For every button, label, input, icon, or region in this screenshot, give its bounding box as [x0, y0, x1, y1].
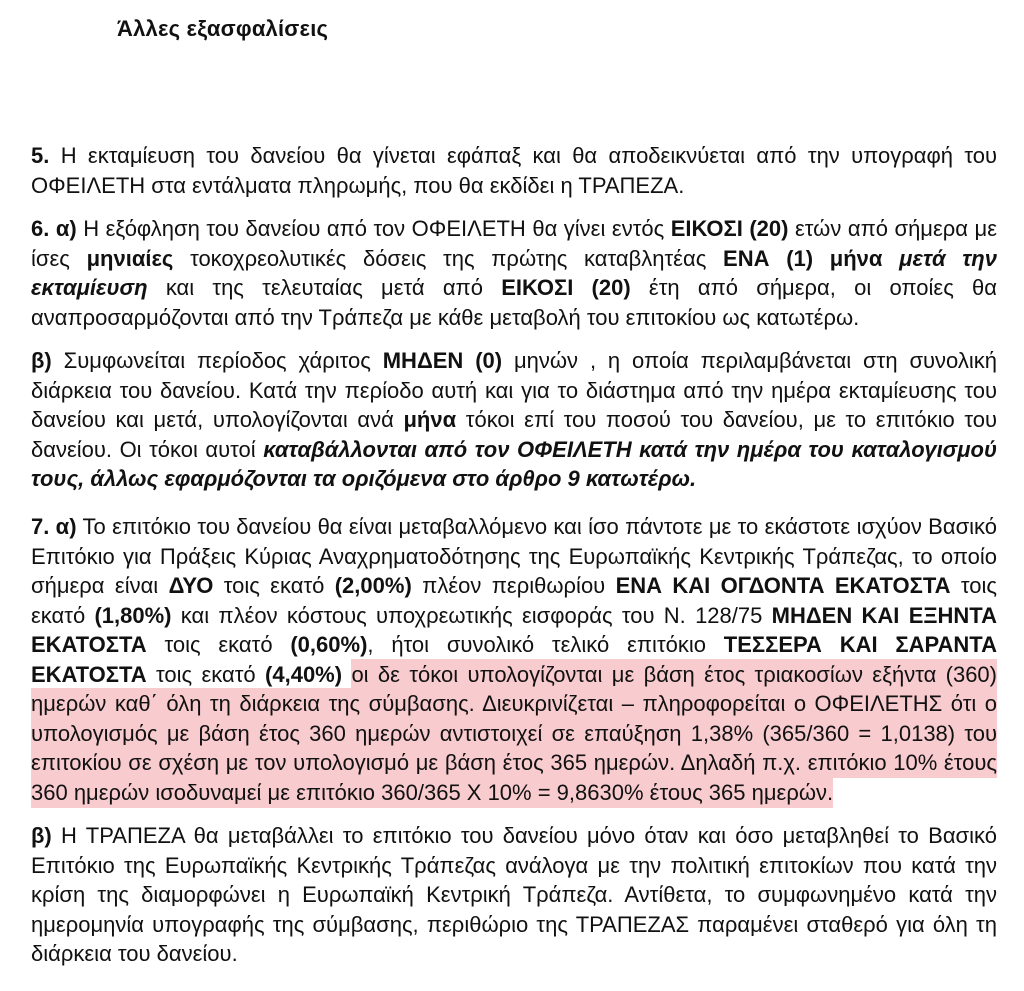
- clause-7a-bold: (4,40%): [265, 661, 343, 687]
- clause-6a-bold: ΕΝΑ (1) μήνα: [723, 245, 883, 271]
- clause-6a-number: 6. α): [31, 216, 77, 241]
- clause-5-number: 5.: [31, 143, 50, 168]
- clause-6a-bold-italic: μετά την εκταμίευση: [31, 245, 997, 300]
- clause-7a-bold: ΤΕΣΣΕΡΑ ΚΑΙ ΣΑΡΑΝΤΑ ΕΚΑΤΟΣΤΑ: [31, 632, 997, 687]
- clause-7b-text: Η ΤΡΑΠΕΖΑ θα μεταβάλλει το επιτόκιο του δανείου μόνο όταν και όσο μεταβληθεί το Βασικό Επιτόκιο της Ευρωπαϊκής Κεντρικής Τράπεζας ανάλογα με την πολιτική επιτοκίων που κατά την κρίση της διαμορφώνει η Ευρωπαϊκή Κεντρική Τράπεζα. Αντίθετα, το συμφωνημένο κατά την ημερομηνία υπογραφής της σύμβασης, περιθώριο της ΤΡΑΠΕΖΑΣ παραμένει σταθερό για όλη τη διάρκεια του δανείου.: [31, 823, 997, 966]
- clause-6a: [31, 214, 997, 332]
- clause-7a-text: Το επιτόκιο του δανείου θα είναι μεταβαλλόμενο και ίσο πάντοτε με το εκάστοτε ισχύον Βασικό Επιτόκιο για Πράξεις Κύριας Αναχρηματοδότησης της Ευρωπαϊκής Κεντρικής Τράπεζας, το οποίο σήμερα είναι: [31, 514, 998, 598]
- clause-7a-bold: ΜΗΔΕΝ ΚΑΙ ΕΞΗΝΤΑ ΕΚΑΤΟΣΤΑ: [31, 602, 997, 657]
- highlighted-interest-note: οι δε τόκοι υπολογίζονται με βάση έτος τριακοσίων εξήντα (360) ημερών καθ΄ όλη τη διάρκεια της σύμβασης. Διευκρινίζεται – πληροφορείται ο ΟΦΕΙΛΕΤΗΣ ότι ο υπολογισμός με βάση έτος 360 ημερών αντιστοιχεί σε επαύξηση 1,38% (365/360 = 1,0138) του επιτοκίου σε σχέση με τον υπολογισμό με βάση έτος 365 ημερών. Δηλαδή π.χ. επιτόκιο 10% έτους 360 ημερών ισοδυναμεί με επιτόκιο 360/365 Χ 10% = 9,8630% έτους 365 ημερών.: [31, 659, 997, 808]
- clause-6b-bold: ΜΗΔΕΝ (0): [382, 348, 503, 373]
- clause-6a-text: Η εξόφληση του δανείου από τον ΟΦΕΙΛΕΤΗ θα γίνει εντός: [76, 216, 671, 241]
- clause-6a-text: [882, 246, 899, 271]
- clause-7a-bold: (0,60%): [290, 632, 368, 657]
- clause-6a-bold: ΕΙΚΟΣΙ (20): [670, 216, 789, 241]
- clause-5: [31, 141, 997, 200]
- clause-7a-text: και πλέον κόστους υποχρεωτικής εισφοράς του Ν. 128/75: [171, 602, 772, 628]
- clause-7a-text: τοις εκατό: [146, 632, 291, 657]
- clause-6a-text: τοκοχρεολυτικές δόσεις της πρώτης καταβλητέας: [173, 245, 724, 271]
- clause-6a-text: ετών από σήμερα με ίσες: [31, 216, 998, 271]
- clause-7b-number: β): [31, 823, 52, 848]
- clause-6a-bold: μηνιαίες: [86, 245, 174, 271]
- clause-6b-text: μηνών , η οποία περιλαμβάνεται στη συνολική διάρκεια του δανείου. Κατά την περίοδο αυτή και για το διάστημα από την ημέρα εκταμίευσης του δανείου και μετά, υπολογίζονται ανά: [31, 348, 997, 432]
- clause-7a-bold: (2,00%): [334, 573, 412, 598]
- clause-7a-bold: (1,80%): [94, 602, 172, 628]
- clause-5-text: Η εκταμίευση του δανείου θα γίνεται εφάπαξ και θα αποδεικνύεται από την υπογραφή του ΟΦΕΙΛΕΤΗ στα εντάλματα πληρωμής, που θα εκδίδει η ΤΡΑΠΕΖΑ.: [31, 143, 997, 198]
- clause-7a-text: τοις εκατό: [146, 661, 266, 687]
- clause-6b: [31, 346, 997, 494]
- clause-7a-bold: ΕΝΑ ΚΑΙ ΟΓΔΟΝΤΑ ΕΚΑΤΟΣΤΑ: [615, 573, 951, 598]
- clause-7a-text: , ήτοι συνολικό τελικό επιτόκιο: [367, 632, 724, 657]
- clause-7a-text: τοις εκατό: [31, 573, 998, 628]
- clause-7a-bold: ΔΥΟ: [168, 573, 214, 598]
- clause-6a-text: και της τελευταίας μετά από: [147, 275, 502, 300]
- clause-6b-number: β): [31, 348, 52, 373]
- clause-6b-text: Συμφωνείται περίοδος χάριτος: [51, 348, 383, 373]
- clause-6a-bold: ΕΙΚΟΣΙ (20): [501, 275, 631, 300]
- clause-7a-text: τοις εκατό: [213, 573, 335, 598]
- section-heading: Άλλες εξασφαλίσεις: [117, 16, 329, 41]
- clause-6b-bold: μήνα: [403, 407, 457, 432]
- clause-6b-bold-italic: καταβάλλονται από τον ΟΦΕΙΛΕΤΗ κατά την ημέρα του καταλογισμού τους, άλλως εφαρμόζονται τα οριζόμενα στο άρθρο 9 κατωτέρω.: [31, 436, 997, 491]
- clause-6b-text: τόκοι επί του ποσού του δανείου, με το επιτόκιο του δανείου. Οι τόκοι αυτοί: [31, 407, 997, 462]
- clause-7a: [31, 512, 997, 807]
- clause-7a-text: πλέον περιθωρίου: [411, 573, 616, 598]
- clause-6a-text: έτη από σήμερα, οι οποίες θα αναπροσαρμόζονται από την Τράπεζα με κάθε μεταβολή του επιτοκίου ως κατωτέρω.: [31, 275, 997, 330]
- clause-7b: [31, 821, 997, 969]
- clause-7a-number: 7. α): [31, 514, 77, 539]
